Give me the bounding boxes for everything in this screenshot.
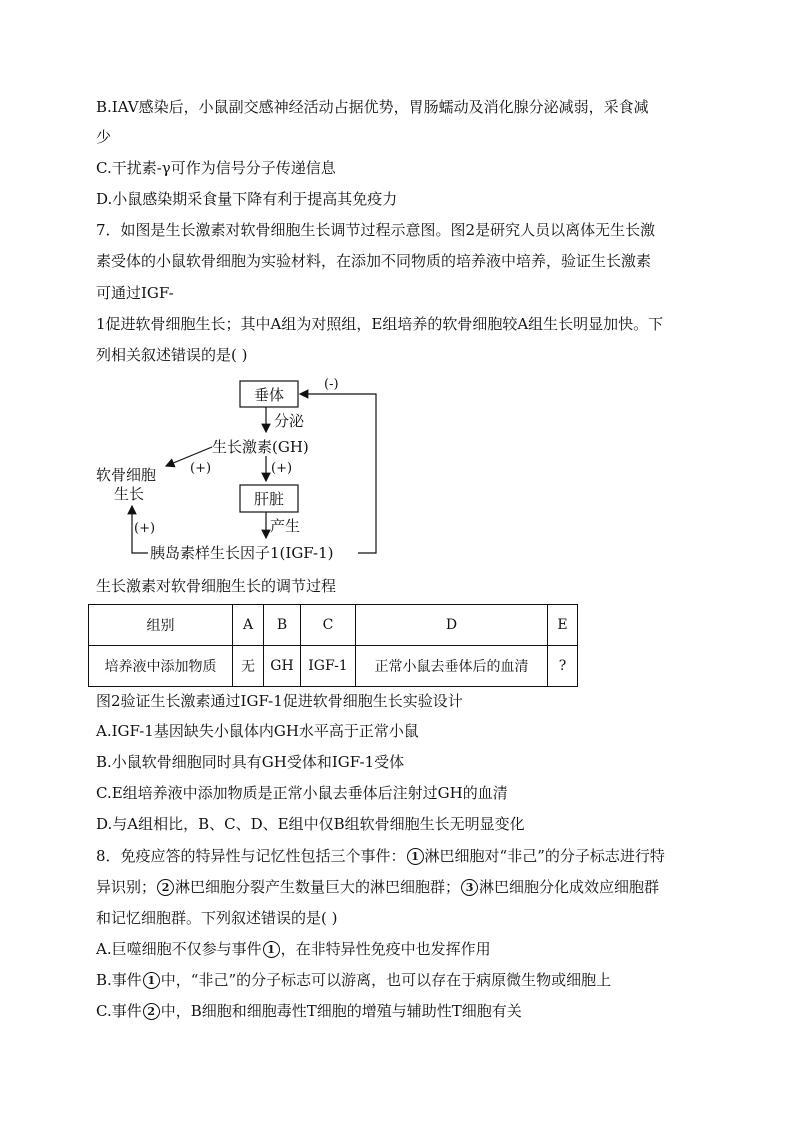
- table-header-cell: E: [548, 605, 578, 646]
- pituitary-label: 垂体: [253, 386, 285, 404]
- gh-label: 生长激素(GH): [212, 438, 309, 456]
- plus-sign-gh-cartilage: (+): [190, 461, 212, 476]
- figure2-caption: 图2验证生长激素通过IGF-1促进软骨细胞生长实验设计: [96, 692, 463, 710]
- q8-stem-line1: [96, 845, 665, 867]
- q6-option-c: C.干扰素-γ可作为信号分子传递信息: [96, 159, 336, 177]
- q8-option-a: [96, 938, 491, 960]
- gh-regulation-diagram: [90, 368, 390, 564]
- q7-stem-line2: 素受体的小鼠软骨细胞为实验材料，在添加不同物质的培养液中培养，验证生长激素: [96, 252, 652, 270]
- q7-stem-line1: 7．如图是生长激素对软骨细胞生长调节过程示意图。图2是研究人员以离体无生长激: [96, 221, 656, 239]
- table-cell: GH: [264, 646, 301, 687]
- circled-number-2: 2: [143, 1003, 160, 1020]
- q7-option-b: B.小鼠软骨细胞同时具有GH受体和IGF-1受体: [96, 753, 405, 771]
- feedback-loop-arrow: [300, 394, 376, 553]
- q8-stem-text: 淋巴细胞分裂产生数量巨大的淋巴细胞群；: [175, 878, 461, 896]
- table-header-cell: D: [356, 605, 548, 646]
- circled-number-2: 2: [157, 879, 174, 896]
- figure1-caption: 生长激素对软骨细胞生长的调节过程: [96, 577, 337, 595]
- circled-number-1: 1: [407, 848, 424, 865]
- circled-number-1: 1: [143, 972, 160, 989]
- cartilage-label-line1: 软骨细胞: [96, 466, 157, 484]
- q8-option-text: ，在非特异性免疫中也发挥作用: [280, 940, 491, 958]
- experiment-design-table: [88, 604, 578, 687]
- minus-sign-feedback: (-): [324, 377, 339, 392]
- table-cell: 培养液中添加物质: [89, 646, 233, 687]
- igf1-label: 胰岛素样生长因子1(IGF-1): [150, 544, 334, 562]
- q6-option-d: D.小鼠感染期采食量下降有利于提高其免疫力: [96, 190, 398, 208]
- q7-stem-line3: 可通过IGF-: [96, 284, 174, 302]
- q8-option-text: 中，B细胞和细胞毒性T细胞的增殖与辅助性T细胞有关: [160, 1002, 522, 1020]
- liver-label: 肝脏: [253, 490, 285, 508]
- q7-option-d: D.与A组相比，B、C、D、E组中仅B组软骨细胞生长无明显变化: [96, 815, 525, 833]
- q8-stem-text: 淋巴细胞对“非己”的分子标志进行特: [424, 847, 665, 865]
- table-row: [89, 646, 578, 687]
- q7-stem-line5: 列相关叙述错误的是( ): [96, 346, 248, 364]
- q8-option-c: [96, 1000, 522, 1022]
- table-header-cell: A: [233, 605, 264, 646]
- q6-option-b-line2: 少: [96, 128, 112, 146]
- q7-stem-line4: 1促进软骨细胞生长；其中A组为对照组，E组培养的软骨细胞较A组生长明显加快。下: [96, 315, 664, 333]
- q7-option-c: C.E组培养液中添加物质是正常小鼠去垂体后注射过GH的血清: [96, 784, 508, 802]
- q8-stem-line3: 和记忆细胞群。下列叙述错误的是( ): [96, 909, 338, 927]
- table-cell: IGF-1: [301, 646, 356, 687]
- circled-number-3: 3: [461, 879, 478, 896]
- table-header-cell: B: [264, 605, 301, 646]
- secrete-label: 分泌: [274, 412, 305, 430]
- q8-option-text: B.事件: [96, 971, 142, 989]
- q8-stem-text: 异识别；: [96, 878, 157, 896]
- q8-option-b: [96, 969, 611, 991]
- table-cell: ?: [548, 646, 578, 687]
- q6-option-b-line1: B.IAV感染后，小鼠副交感神经活动占据优势，胃肠蠕动及消化腺分泌减弱，采食减: [96, 98, 649, 116]
- table-header-cell: C: [301, 605, 356, 646]
- q8-option-text: C.事件: [96, 1002, 142, 1020]
- q8-stem-text: 淋巴细胞分化成效应细胞群: [479, 878, 660, 896]
- plus-sign-igf-cartilage: (+): [134, 521, 156, 536]
- table-header-cell: 组别: [89, 605, 233, 646]
- table-cell: 正常小鼠去垂体后的血清: [356, 646, 548, 687]
- q8-stem-line2: [96, 876, 659, 898]
- table-header-row: [89, 605, 578, 646]
- circled-number-1: 1: [263, 941, 280, 958]
- table-cell: 无: [233, 646, 264, 687]
- cartilage-label-line2: 生长: [114, 485, 145, 503]
- q8-option-text: A.巨噬细胞不仅参与事件: [96, 940, 262, 958]
- plus-sign-gh-liver: (+): [271, 461, 293, 476]
- q8-stem-text: 8．免疫应答的特异性与记忆性包括三个事件：: [96, 847, 406, 865]
- produce-label: 产生: [270, 517, 301, 535]
- q7-option-a: A.IGF-1基因缺失小鼠体内GH水平高于正常小鼠: [96, 722, 419, 740]
- q8-option-text: 中，“非己”的分子标志可以游离，也可以存在于病原微生物或细胞上: [160, 971, 612, 989]
